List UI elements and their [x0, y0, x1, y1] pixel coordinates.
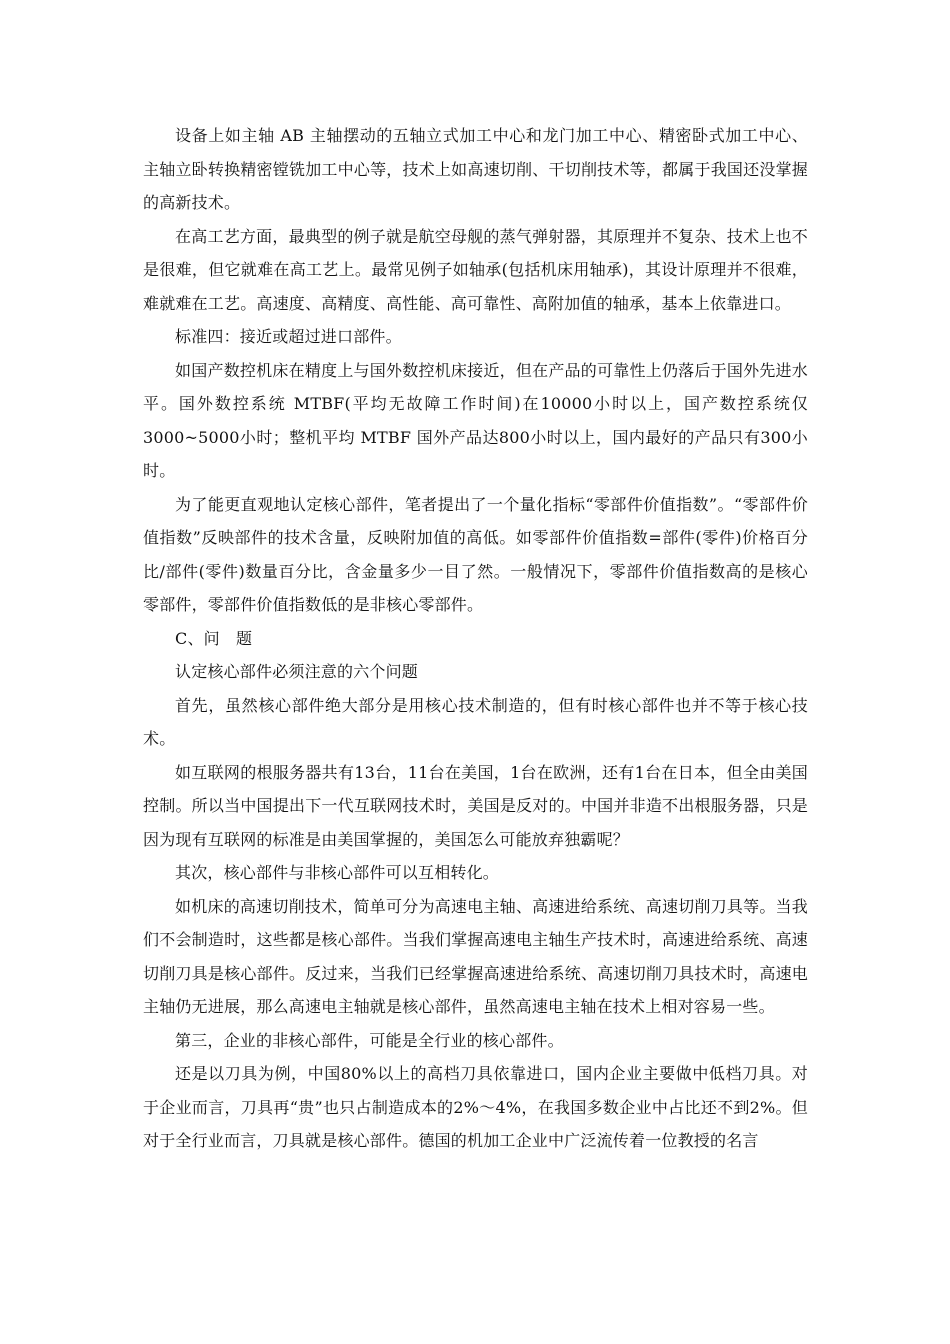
paragraph-high-process: 在高工艺方面，最典型的例子就是航空母舰的蒸气弹射器，其原理并不复杂、技术上也不是很难，但它就难在高工艺上。最常见例子如轴承(包括机床用轴承)，其设计原理并不很难，难就难在工艺。高速度、高精度、高性能、高可靠性、高附加值的轴承，基本上依靠进口。	[143, 226, 808, 313]
paragraph-first-issue: 首先，虽然核心部件绝大部分是用核心技术制造的，但有时核心部件也并不等于核心技术。	[143, 695, 808, 748]
paragraph-cnc-mtbf: 如国产数控机床在精度上与国外数控机床接近，但在产品的可靠性上仍落后于国外先进水平。国外数控系统 MTBF(平均无故障工作时间)在10000小时以上，国产数控系统仅3000~5000小时；整机平均 MTBF 国外产品达800小时以上，国内最好的产品只有300小时。	[143, 360, 808, 480]
paragraph-cutting-tools: 还是以刀具为例，中国80%以上的高档刀具依靠进口，国内企业主要做中低档刀具。对于企业而言，刀具再“贵”也只占制造成本的2%～4%，在我国多数企业中占比还不到2%。但对于全行业而言，刀具就是核心部件。德国的机加工企业中广泛流传着一位教授的名言	[143, 1064, 808, 1150]
subheading-six-issues: 认定核心部件必须注意的六个问题	[175, 662, 419, 681]
paragraph-value-index: 为了能更直观地认定核心部件，笔者提出了一个量化指标“零部件价值指数”。“零部件价值指数”反映部件的技术含量，反映附加值的高低。如零部件价值指数=部件(零件)价格百分比/部件(零件)数量百分比，含金量多少一目了然。一般情况下，零部件价值指数高的是核心零部件，零部件价值指数低的是非核心零部件。	[143, 494, 808, 614]
paragraph-standard-four: 标准四：接近或超过进口部件。	[175, 327, 402, 346]
document-body	[143, 119, 808, 1158]
paragraph-root-servers: 如互联网的根服务器共有13台，11台在美国，1台在欧洲，还有1台在日本，但全由美国控制。所以当中国提出下一代互联网技术时，美国是反对的。中国并非造不出根服务器，只是因为现有互联网的标准是由美国掌握的，美国怎么可能放弃独霸呢？	[143, 762, 808, 849]
section-heading-c: C、问 题	[175, 628, 253, 648]
paragraph-second-issue: 其次，核心部件与非核心部件可以互相转化。	[175, 863, 500, 882]
paragraph-equipment-tech: 设备上如主轴 AB 主轴摆动的五轴立式加工中心和龙门加工中心、精密卧式加工中心、主轴立卧转换精密镗铣加工中心等，技术上如高速切削、干切削技术等，都属于我国还没掌握的高新技术。	[143, 126, 808, 212]
paragraph-high-speed-cutting: 如机床的高速切削技术，简单可分为高速电主轴、高速进给系统、高速切削刀具等。当我们不会制造时，这些都是核心部件。当我们掌握高速电主轴生产技术时，高速进给系统、高速切削刀具是核心部件。反过来，当我们已经掌握高速进给系统、高速切削刀具技术时，高速电主轴仍无进展，那么高速电主轴就是核心部件，虽然高速电主轴在技术上相对容易一些。	[143, 896, 808, 1016]
paragraph-third-issue: 第三，企业的非核心部件，可能是全行业的核心部件。	[175, 1030, 564, 1050]
